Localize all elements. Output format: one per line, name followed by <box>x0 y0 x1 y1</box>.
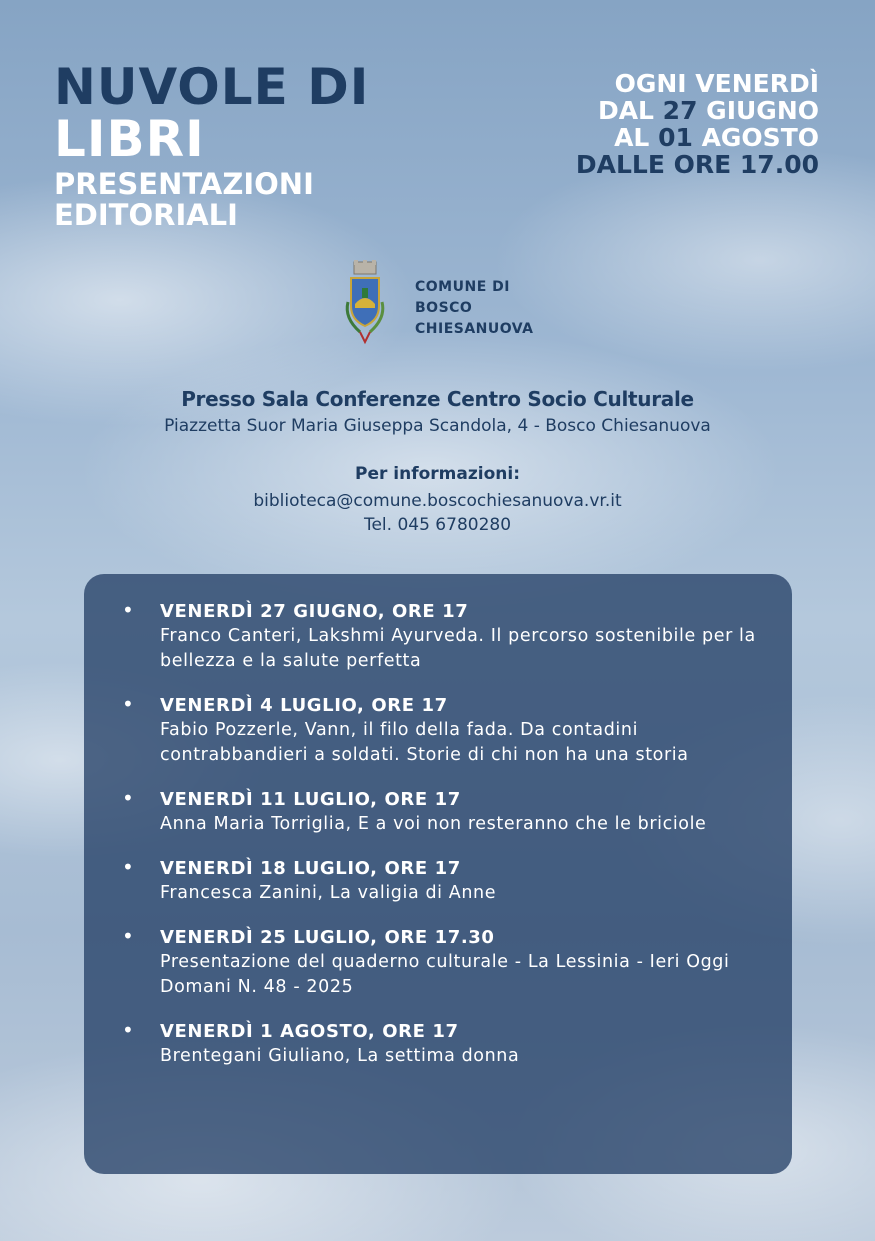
subtitle-line-2: EDITORIALI <box>54 198 238 232</box>
coat-of-arms-icon <box>342 258 388 346</box>
schedule-al: AL <box>614 123 659 152</box>
event-description: Franco Canteri, Lakshmi Ayurveda. Il percorso sostenibile per la bellezza e la salute perfetta <box>160 626 756 671</box>
event-item <box>84 694 792 768</box>
info-email[interactable]: biblioteca@comune.boscochiesanuova.vr.it <box>253 491 622 511</box>
event-description: Presentazione del quaderno culturale - La Lessinia - Ieri Oggi Domani N. 48 - 2025 <box>160 952 730 997</box>
venue-address: Piazzetta Suor Maria Giuseppa Scandola, 4 - Bosco Chiesanuova <box>164 416 711 436</box>
event-date: VENERDÌ 11 LUGLIO, ORE 17 <box>160 789 461 810</box>
info-phone[interactable]: Tel. 045 6780280 <box>363 515 512 535</box>
poster-title <box>54 58 370 232</box>
schedule-line-1: OGNI VENERDÌ <box>614 69 819 98</box>
venue-title: Presso Sala Conferenze Centro Socio Culturale <box>181 387 694 411</box>
comune-label <box>415 277 534 340</box>
event-date: VENERDÌ 18 LUGLIO, ORE 17 <box>160 858 461 879</box>
comune-line-3: CHIESANUOVA <box>415 321 534 337</box>
info-title: Per informazioni: <box>355 464 520 484</box>
events-panel <box>84 574 792 1174</box>
schedule-start-day: 27 <box>662 96 698 125</box>
schedule-line-2 <box>576 97 819 124</box>
bullet-icon: • <box>122 1018 134 1042</box>
event-item <box>84 926 792 1000</box>
event-date: VENERDÌ 4 LUGLIO, ORE 17 <box>160 695 448 716</box>
schedule-end-month: AGOSTO <box>692 123 819 152</box>
event-date: VENERDÌ 25 LUGLIO, ORE 17.30 <box>160 927 495 948</box>
event-description: Anna Maria Torriglia, E a voi non resteranno che le briciole <box>160 814 707 834</box>
event-item <box>84 857 792 906</box>
comune-line-2: BOSCO <box>415 300 473 316</box>
event-item <box>84 1020 792 1069</box>
comune-line-1: COMUNE DI <box>415 279 510 295</box>
event-item <box>84 600 792 674</box>
bullet-icon: • <box>122 598 134 622</box>
events-list <box>84 600 792 1089</box>
schedule-end-day: 01 <box>658 123 693 152</box>
bullet-icon: • <box>122 855 134 879</box>
title-line-2: LIBRI <box>54 110 205 168</box>
schedule-dal: DAL <box>597 96 663 125</box>
schedule-line-4: DALLE ORE 17.00 <box>575 150 819 179</box>
bullet-icon: • <box>122 786 134 810</box>
schedule-start-month: GIUGNO <box>697 96 819 125</box>
title-line-1: NUVOLE DI <box>54 58 370 116</box>
subtitle-line-1: PRESENTAZIONI <box>54 167 314 201</box>
schedule-line-3 <box>576 124 819 151</box>
event-description: Francesca Zanini, La valigia di Anne <box>160 883 497 903</box>
bullet-icon: • <box>122 692 134 716</box>
event-date: VENERDÌ 1 AGOSTO, ORE 17 <box>160 1021 459 1042</box>
event-item <box>84 788 792 837</box>
event-description: Brentegani Giuliano, La settima donna <box>160 1046 520 1066</box>
schedule-block <box>576 70 819 178</box>
event-description: Fabio Pozzerle, Vann, il filo della fada. Da contadini contrabbandieri a soldati. Storie di chi non ha una storia <box>160 720 689 765</box>
event-date: VENERDÌ 27 GIUGNO, ORE 17 <box>160 601 469 622</box>
bullet-icon: • <box>122 924 134 948</box>
